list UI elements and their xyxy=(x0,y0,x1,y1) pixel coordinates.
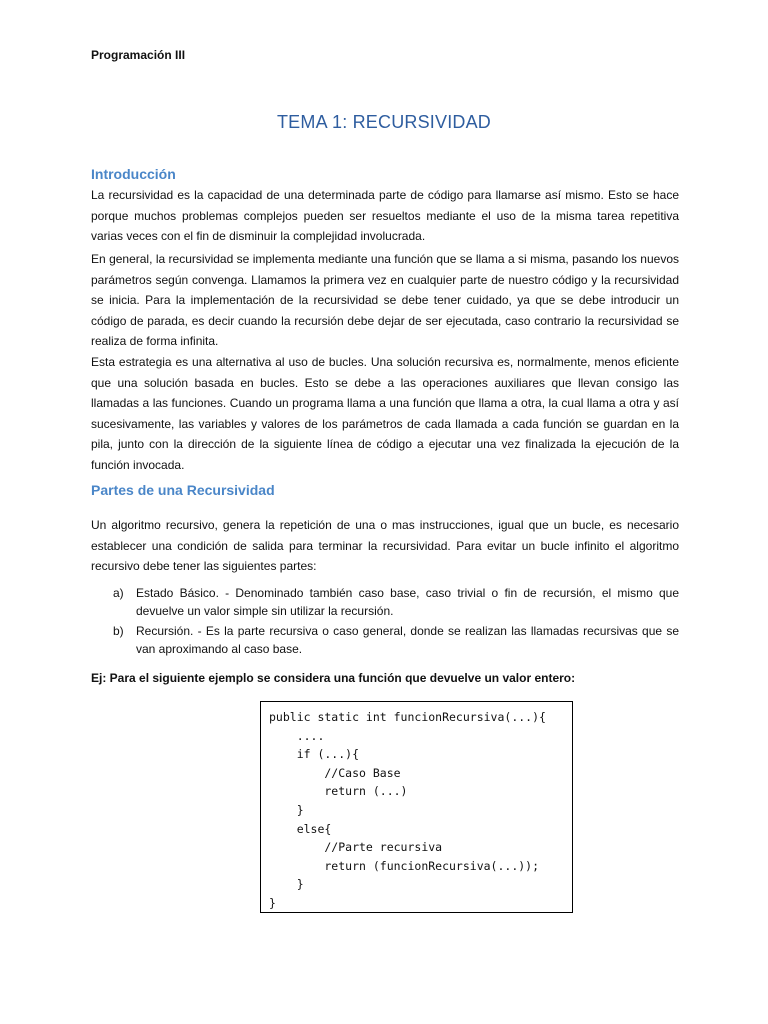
intro-paragraph-1-wrap xyxy=(91,185,679,247)
document-title: TEMA 1: RECURSIVIDAD xyxy=(276,112,492,132)
intro-section xyxy=(91,166,679,182)
intro-paragraph: La recursividad es la capacidad de una determinada parte de código para llamarse así mismo. Esto se hace porque muchos problemas complejos pueden ser resueltos mediante el uso de la misma tarea repetitiva varias veces con el fin de disminuir la complejidad involucrada. xyxy=(91,188,679,243)
code-line: return (...) xyxy=(269,784,408,799)
list-item-text: Recursión. - Es la parte recursiva o caso general, donde se realizan las llamadas recursivas que se van aproximando al caso base. xyxy=(136,624,679,656)
parts-paragraph-wrap xyxy=(91,515,679,577)
list-item xyxy=(91,584,679,620)
list-marker: a) xyxy=(113,586,124,600)
list-item-text: Estado Básico. - Denominado también caso base, caso trivial o fin de recursión, el mismo que devuelve un valor simple sin utilizar la recursión. xyxy=(136,586,679,618)
course-header: Programación III xyxy=(91,48,186,62)
code-line: else{ xyxy=(269,821,332,836)
parts-paragraph: Un algoritmo recursivo, genera la repetición de una o mas instrucciones, igual que un bucle, es necesario establecer una condición de salida para terminar la recursividad. Para evitar un bucle infinito el algoritmo recursivo debe tener las siguientes partes: xyxy=(91,518,679,573)
code-line: return (funcionRecursiva(...)); xyxy=(269,858,540,873)
intro-paragraph-3-wrap xyxy=(91,352,679,475)
code-line: //Caso Base xyxy=(269,765,401,780)
code-line: public static int funcionRecursiva(...){ xyxy=(269,710,546,724)
list-item xyxy=(91,622,679,658)
example-intro-wrap xyxy=(91,668,679,689)
intro-heading: Introducción xyxy=(91,166,176,182)
code-line: } xyxy=(269,877,304,892)
parts-list xyxy=(91,584,679,658)
code-line: } xyxy=(269,802,304,817)
parts-heading: Partes de una Recursividad xyxy=(91,482,275,498)
code-line: } xyxy=(269,895,276,910)
intro-paragraph: Esta estrategia es una alternativa al uso de bucles. Una solución recursiva es, normalmente, menos eficiente que una solución basada en bucles. Esto se debe a las operaciones auxiliares que llevan consigo las llamadas a las funciones. Cuando un programa llama a una función que llama a otra, la cual llama a otra y así sucesivamente, las variables y valores de los parámetros de cada llamada a cada función se guardan en la pila, junto con la dirección de la siguiente línea de código a ejecutar una vez finalizada la ejecución de la función invocada. xyxy=(91,355,679,472)
intro-paragraph-2-wrap xyxy=(91,249,679,352)
intro-paragraph: En general, la recursividad se implementa mediante una función que se llama a si misma, pasando los nuevos parámetros según convenga. Llamamos la primera vez en cualquier parte de nuestro código y la recursividad se inicia. Para la implementación de la recursividad se debe tener cuidado, ya que se debe introducir un código de parada, es decir cuando la recursión debe dejar de ser ejecutada, caso contrario la recursividad se realiza de forma infinita. xyxy=(91,252,679,348)
code-block xyxy=(260,701,573,913)
example-intro: Ej: Para el siguiente ejemplo se considera una función que devuelve un valor entero: xyxy=(91,671,576,685)
code-line: if (...){ xyxy=(269,747,360,762)
code-line: //Parte recursiva xyxy=(269,840,443,855)
code-line: .... xyxy=(269,728,325,743)
list-marker: b) xyxy=(113,624,124,638)
parts-section xyxy=(91,482,679,498)
